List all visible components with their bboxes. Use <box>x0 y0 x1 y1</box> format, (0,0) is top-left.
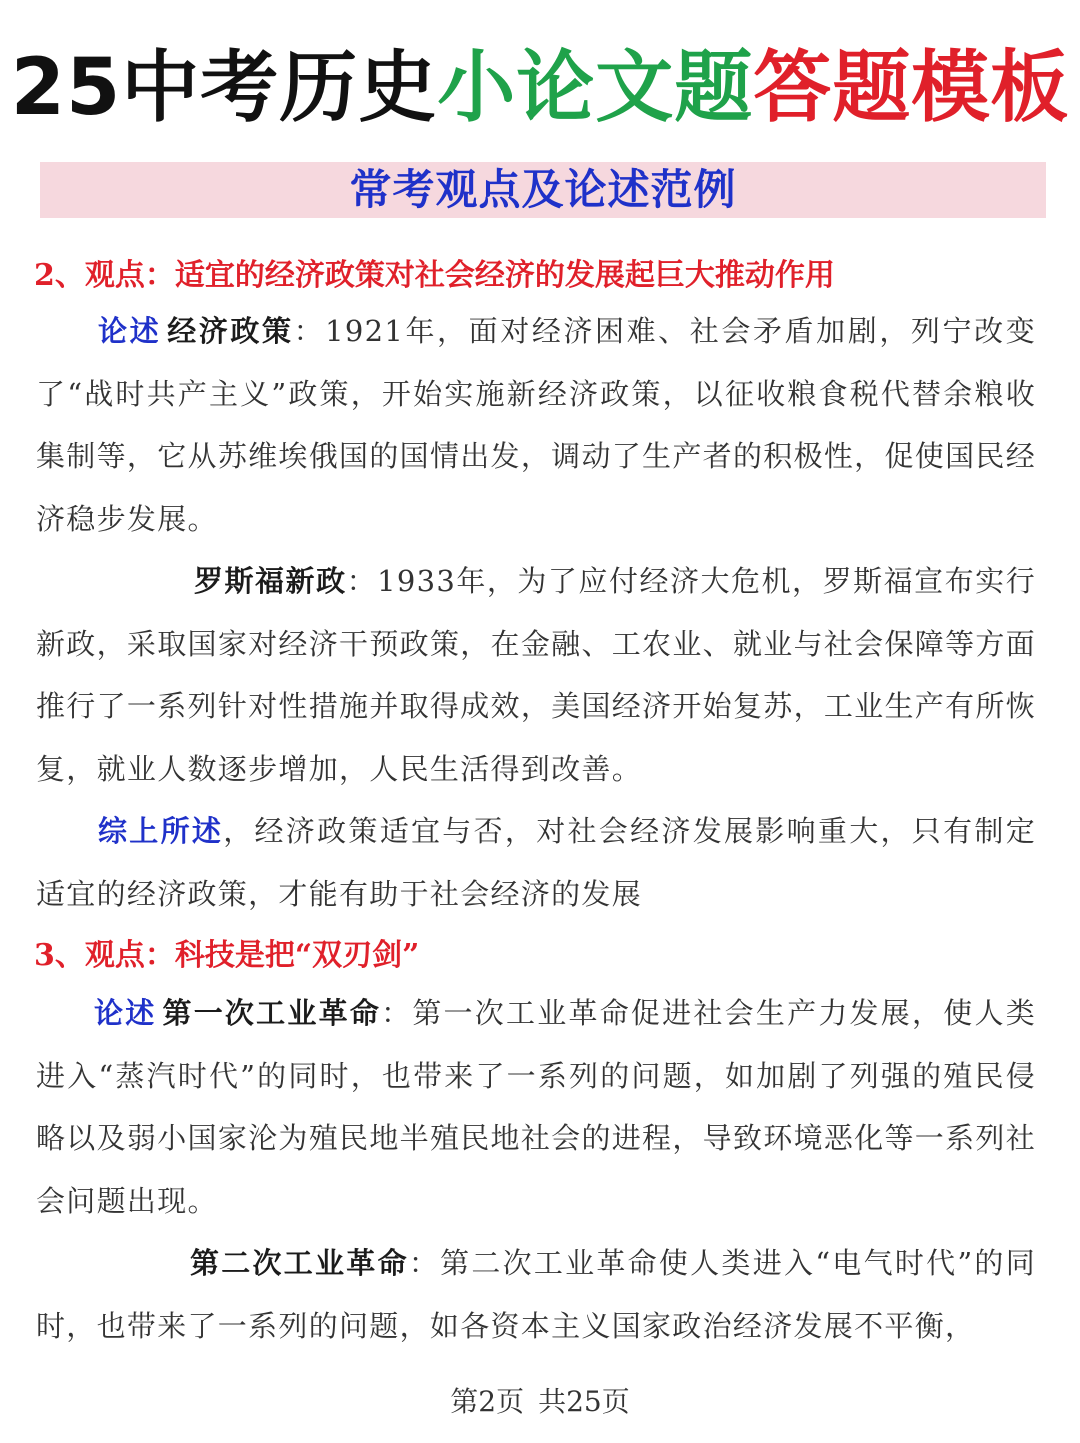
first-industrial-revolution-text: ：第一次工业革命促进社会生产力发展，使人类进入“蒸汽时代”的同时，也带来了一系列的问题，如加剧了列强的殖民侵略以及弱小国家沦为殖民地半殖民地社会的进程，导致环境恶化等一系列社会问题出现。 <box>36 996 1036 1218</box>
section-3-heading: 3、观点：科技是把“双刃剑” <box>34 938 420 973</box>
page-title <box>0 38 1080 138</box>
second-industrial-revolution-text: ：第二次工业革命使人类进入“电气时代”的同时，也带来了一系列的问题，如各资本主义国家政治经济发展不平衡， <box>36 1246 1036 1343</box>
title-part-3: 答题模板 <box>753 43 1070 133</box>
section-2-conclusion <box>36 800 1036 925</box>
title-part-2: 小论文题 <box>437 43 754 133</box>
section-3-paragraph-second-industrial-revolution <box>36 1232 1036 1357</box>
lunshu-label: 论述 <box>98 314 162 348</box>
second-industrial-revolution-label: 第二次工业革命 <box>190 1246 409 1280</box>
new-deal-text: ：1933年，为了应付经济大危机，罗斯福宣布实行新政，采取国家对经济干预政策，在金融、工农业、就业与社会保障等方面推行了一系列针对性措施并取得成效，美国经济开始复苏，工业生产有所恢复，就业人数逐步增加，人民生活得到改善。 <box>36 564 1036 786</box>
conclusion-label: 综上所述 <box>98 814 224 848</box>
conclusion-text: ，经济政策适宜与否，对社会经济发展影响重大，只有制定适宜的经济政策，才能有助于社会经济的发展 <box>36 814 1036 911</box>
page-footer <box>0 1380 1080 1420</box>
title-part-1: 25中考历史 <box>10 43 438 133</box>
section-2-paragraph-new-deal <box>36 550 1036 800</box>
page-number: 第2页 <box>450 1385 525 1418</box>
total-pages: 共25页 <box>538 1385 630 1418</box>
first-industrial-revolution-label: 第一次工业革命 <box>162 996 382 1030</box>
economic-policy-text: ：1921年，面对经济困难、社会矛盾加剧，列宁改变了“战时共产主义”政策，开始实施新经济政策，以征收粮食税代替余粮收集制等，它从苏维埃俄国的国情出发，调动了生产者的积极性，促使国民经济稳步发展。 <box>36 314 1036 536</box>
section-2-heading: 2、观点：适宜的经济政策对社会经济的发展起巨大推动作用 <box>34 258 835 293</box>
new-deal-label: 罗斯福新政 <box>194 564 347 598</box>
lunshu-label: 论述 <box>94 996 157 1030</box>
subtitle: 常考观点及论述范例 <box>349 165 737 214</box>
economic-policy-label: 经济政策 <box>167 314 294 348</box>
section-2-paragraph-economic-policy <box>36 300 1036 550</box>
section-3-paragraph-first-industrial-revolution <box>36 982 1036 1232</box>
